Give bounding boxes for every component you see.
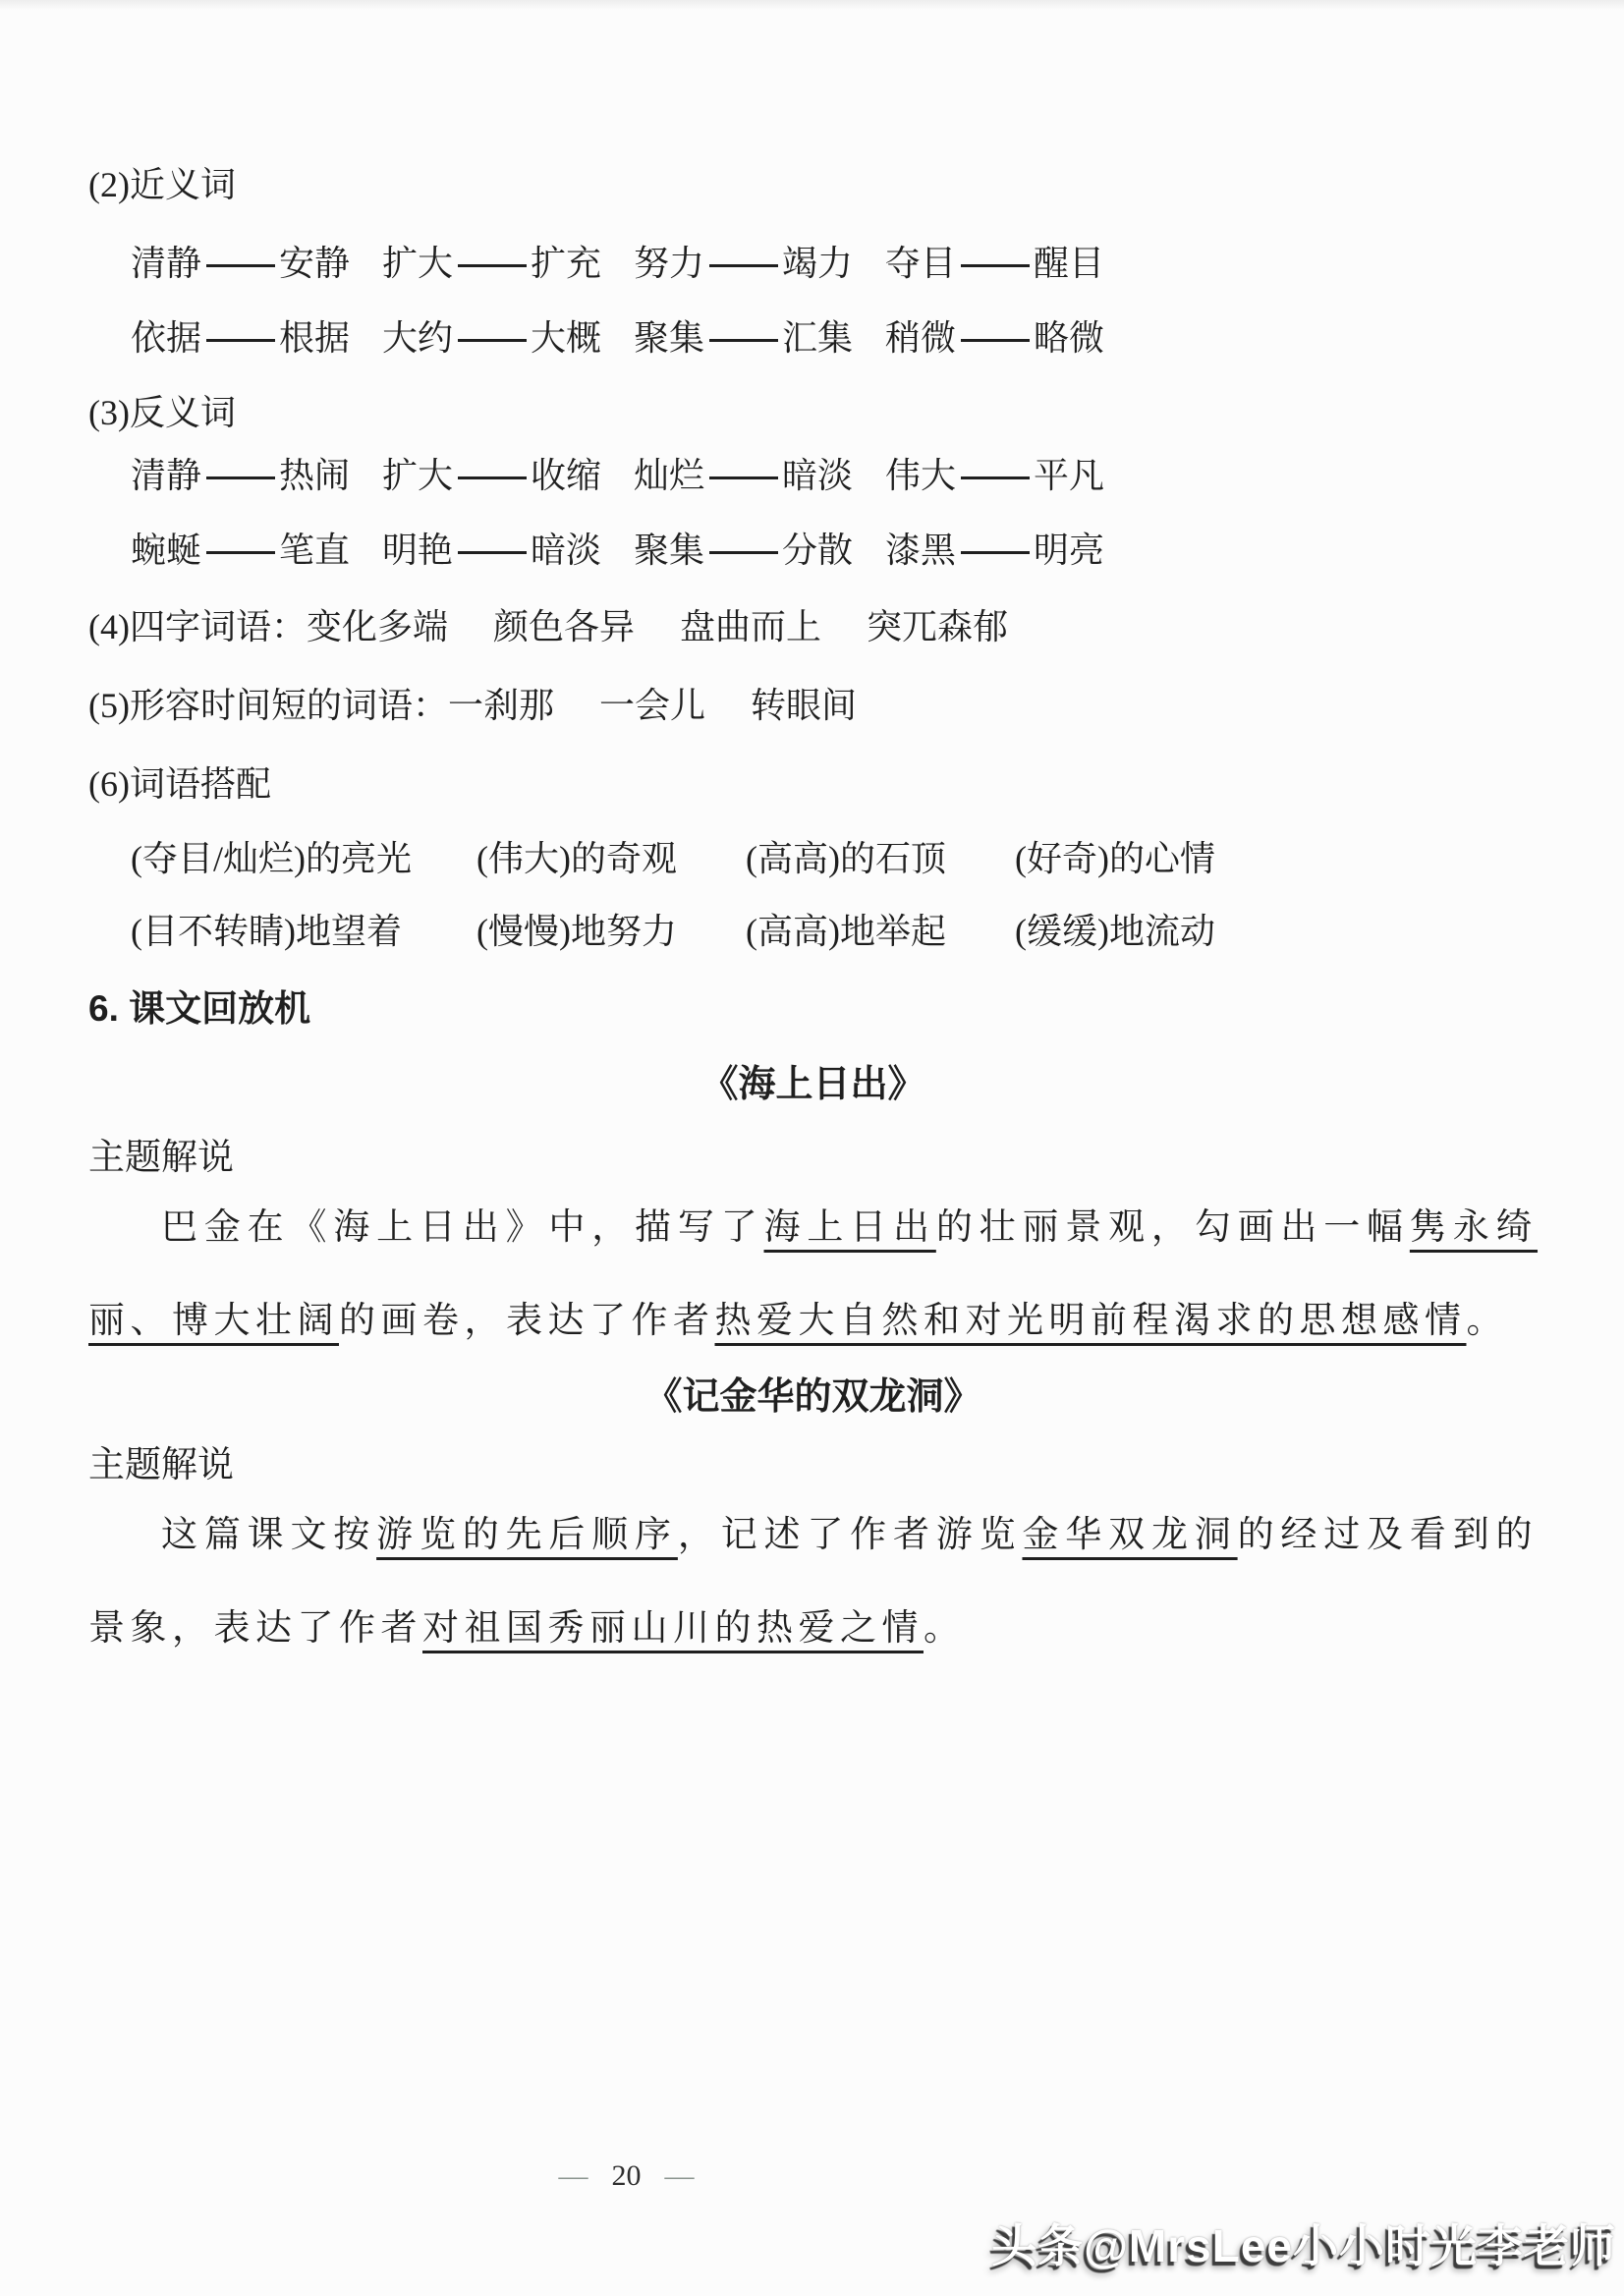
word-right: 平凡 xyxy=(1034,456,1105,495)
dash-connector xyxy=(961,476,1030,479)
collocation: (高高)地举起 xyxy=(746,912,946,951)
lesson1-summary xyxy=(88,1181,1538,1368)
underlined-text: 金华双龙洞 xyxy=(1022,1515,1238,1555)
word-pair xyxy=(885,528,1137,573)
word-right: 汇集 xyxy=(782,318,854,358)
word-pair xyxy=(885,453,1137,498)
synonym-row-1 xyxy=(88,241,1538,286)
collocation-row-1 xyxy=(88,836,1538,881)
lesson2-subheading: 主题解说 xyxy=(88,1445,234,1485)
word-left: 稍微 xyxy=(885,318,957,358)
four-char-word: 颜色各异 xyxy=(493,607,636,646)
word-left: 聚集 xyxy=(634,531,705,570)
word-left: 清静 xyxy=(131,456,202,495)
word-right: 略微 xyxy=(1034,318,1105,358)
section-heading-text-recap: 6. 课文回放机 xyxy=(88,988,311,1029)
word-left: 扩大 xyxy=(382,456,454,495)
underlined-text: 对祖国秀丽山川的热爱之情 xyxy=(422,1608,924,1649)
word-right: 笔直 xyxy=(279,531,351,570)
dash-connector xyxy=(458,264,527,267)
word-pair xyxy=(634,315,885,361)
short-time-word: 一刹那 xyxy=(447,686,554,725)
antonym-row-2 xyxy=(88,528,1538,573)
short-time-words-line xyxy=(88,683,1538,728)
watermark: 头条@MrsLee小小时光李老师 xyxy=(991,2220,1616,2271)
footer-dash-right: — xyxy=(664,2159,695,2192)
dash-connector xyxy=(206,476,275,479)
four-char-word: 变化多端 xyxy=(306,607,448,646)
word-pair xyxy=(131,241,382,286)
collocation-row-2 xyxy=(88,909,1538,954)
word-left: 蜿蜒 xyxy=(131,531,202,570)
summary-text: 这篇课文按 xyxy=(161,1515,377,1555)
word-pair xyxy=(382,528,634,573)
line-label: (4)四字词语： xyxy=(88,607,307,646)
word-pair xyxy=(382,315,634,361)
dash-connector xyxy=(206,551,275,554)
summary-text: 。 xyxy=(924,1608,966,1649)
word-pair xyxy=(382,453,634,498)
section-heading-antonyms: (3)反义词 xyxy=(88,393,236,432)
lesson1-subheading: 主题解说 xyxy=(88,1138,234,1178)
four-char-words-line xyxy=(88,604,1538,649)
page-number: 20 xyxy=(611,2159,642,2192)
word-right: 收缩 xyxy=(531,456,602,495)
word-left: 努力 xyxy=(634,244,705,283)
summary-text: 的经过及看到的景象，表达了作者 xyxy=(88,1515,1539,1649)
word-pair xyxy=(131,528,382,573)
collocation: (目不转睛)地望着 xyxy=(131,912,402,951)
collocation: (高高)的石顶 xyxy=(746,839,946,878)
collocation: (缓缓)地流动 xyxy=(1015,912,1215,951)
antonym-row-1 xyxy=(88,453,1538,498)
word-pair xyxy=(634,453,885,498)
word-right: 热闹 xyxy=(279,456,351,495)
word-left: 依据 xyxy=(131,318,202,358)
page-content xyxy=(88,138,1538,1675)
summary-text: 。 xyxy=(1466,1301,1508,1341)
line-label: (5)形容时间短的词语： xyxy=(88,686,448,725)
word-pair xyxy=(131,315,382,361)
word-right: 大概 xyxy=(531,318,602,358)
underlined-text: 隽永绮丽、博大壮阔 xyxy=(88,1207,1539,1341)
short-time-word: 转眼间 xyxy=(751,686,858,725)
word-right: 竭力 xyxy=(782,244,854,283)
summary-text: 的画卷，表达了作者 xyxy=(339,1301,715,1341)
word-left: 清静 xyxy=(131,244,202,283)
word-right: 根据 xyxy=(279,318,351,358)
word-pair xyxy=(382,241,634,286)
dash-connector xyxy=(961,264,1030,267)
underlined-text: 游览的先后顺序 xyxy=(376,1515,678,1555)
dash-connector xyxy=(961,339,1030,342)
section-heading-synonyms: (2)近义词 xyxy=(88,165,236,204)
word-left: 明艳 xyxy=(382,531,454,570)
dash-connector xyxy=(709,339,778,342)
summary-text: 巴金在《海上日出》中，描写了 xyxy=(161,1207,764,1248)
lesson2-summary xyxy=(88,1488,1538,1675)
word-left: 扩大 xyxy=(382,244,454,283)
page-footer xyxy=(0,2159,1253,2193)
word-right: 醒目 xyxy=(1034,244,1105,283)
word-right: 暗淡 xyxy=(531,531,602,570)
four-char-word: 盘曲而上 xyxy=(680,607,822,646)
section-heading-collocations: (6)词语搭配 xyxy=(88,764,271,804)
dash-connector xyxy=(458,339,527,342)
dash-connector xyxy=(709,476,778,479)
synonym-row-2 xyxy=(88,315,1538,361)
dash-connector xyxy=(458,551,527,554)
collocation: (伟大)的奇观 xyxy=(476,839,677,878)
word-left: 夺目 xyxy=(885,244,957,283)
word-pair xyxy=(634,528,885,573)
word-pair xyxy=(634,241,885,286)
short-time-word: 一会儿 xyxy=(599,686,706,725)
word-pair xyxy=(131,453,382,498)
word-left: 大约 xyxy=(382,318,454,358)
lesson1-title: 《海上日出》 xyxy=(700,1064,925,1105)
four-char-word: 突兀森郁 xyxy=(867,607,1009,646)
dash-connector xyxy=(709,264,778,267)
word-right: 分散 xyxy=(782,531,854,570)
word-pair xyxy=(885,241,1137,286)
word-left: 灿烂 xyxy=(634,456,705,495)
word-right: 明亮 xyxy=(1034,531,1105,570)
dash-connector xyxy=(206,264,275,267)
lesson2-title: 《记金华的双龙洞》 xyxy=(644,1376,981,1418)
summary-text: 的壮丽景观，勾画出一幅 xyxy=(935,1207,1410,1248)
word-right: 扩充 xyxy=(531,244,602,283)
word-right: 安静 xyxy=(279,244,351,283)
word-left: 聚集 xyxy=(634,318,705,358)
word-pair xyxy=(885,315,1137,361)
dash-connector xyxy=(206,339,275,342)
collocation: (慢慢)地努力 xyxy=(476,912,677,951)
summary-text: ，记述了作者游览 xyxy=(677,1515,1023,1555)
dash-connector xyxy=(458,476,527,479)
collocation: (好奇)的心情 xyxy=(1015,839,1215,878)
word-left: 漆黑 xyxy=(885,531,957,570)
underlined-text: 海上日出 xyxy=(763,1207,936,1248)
footer-dash-left: — xyxy=(558,2159,588,2192)
dash-connector xyxy=(961,551,1030,554)
collocation: (夺目/灿烂)的亮光 xyxy=(131,839,412,878)
underlined-text: 热爱大自然和对光明前程渴求的思想感情 xyxy=(714,1301,1467,1341)
word-right: 暗淡 xyxy=(782,456,854,495)
dash-connector xyxy=(709,551,778,554)
word-left: 伟大 xyxy=(885,456,957,495)
